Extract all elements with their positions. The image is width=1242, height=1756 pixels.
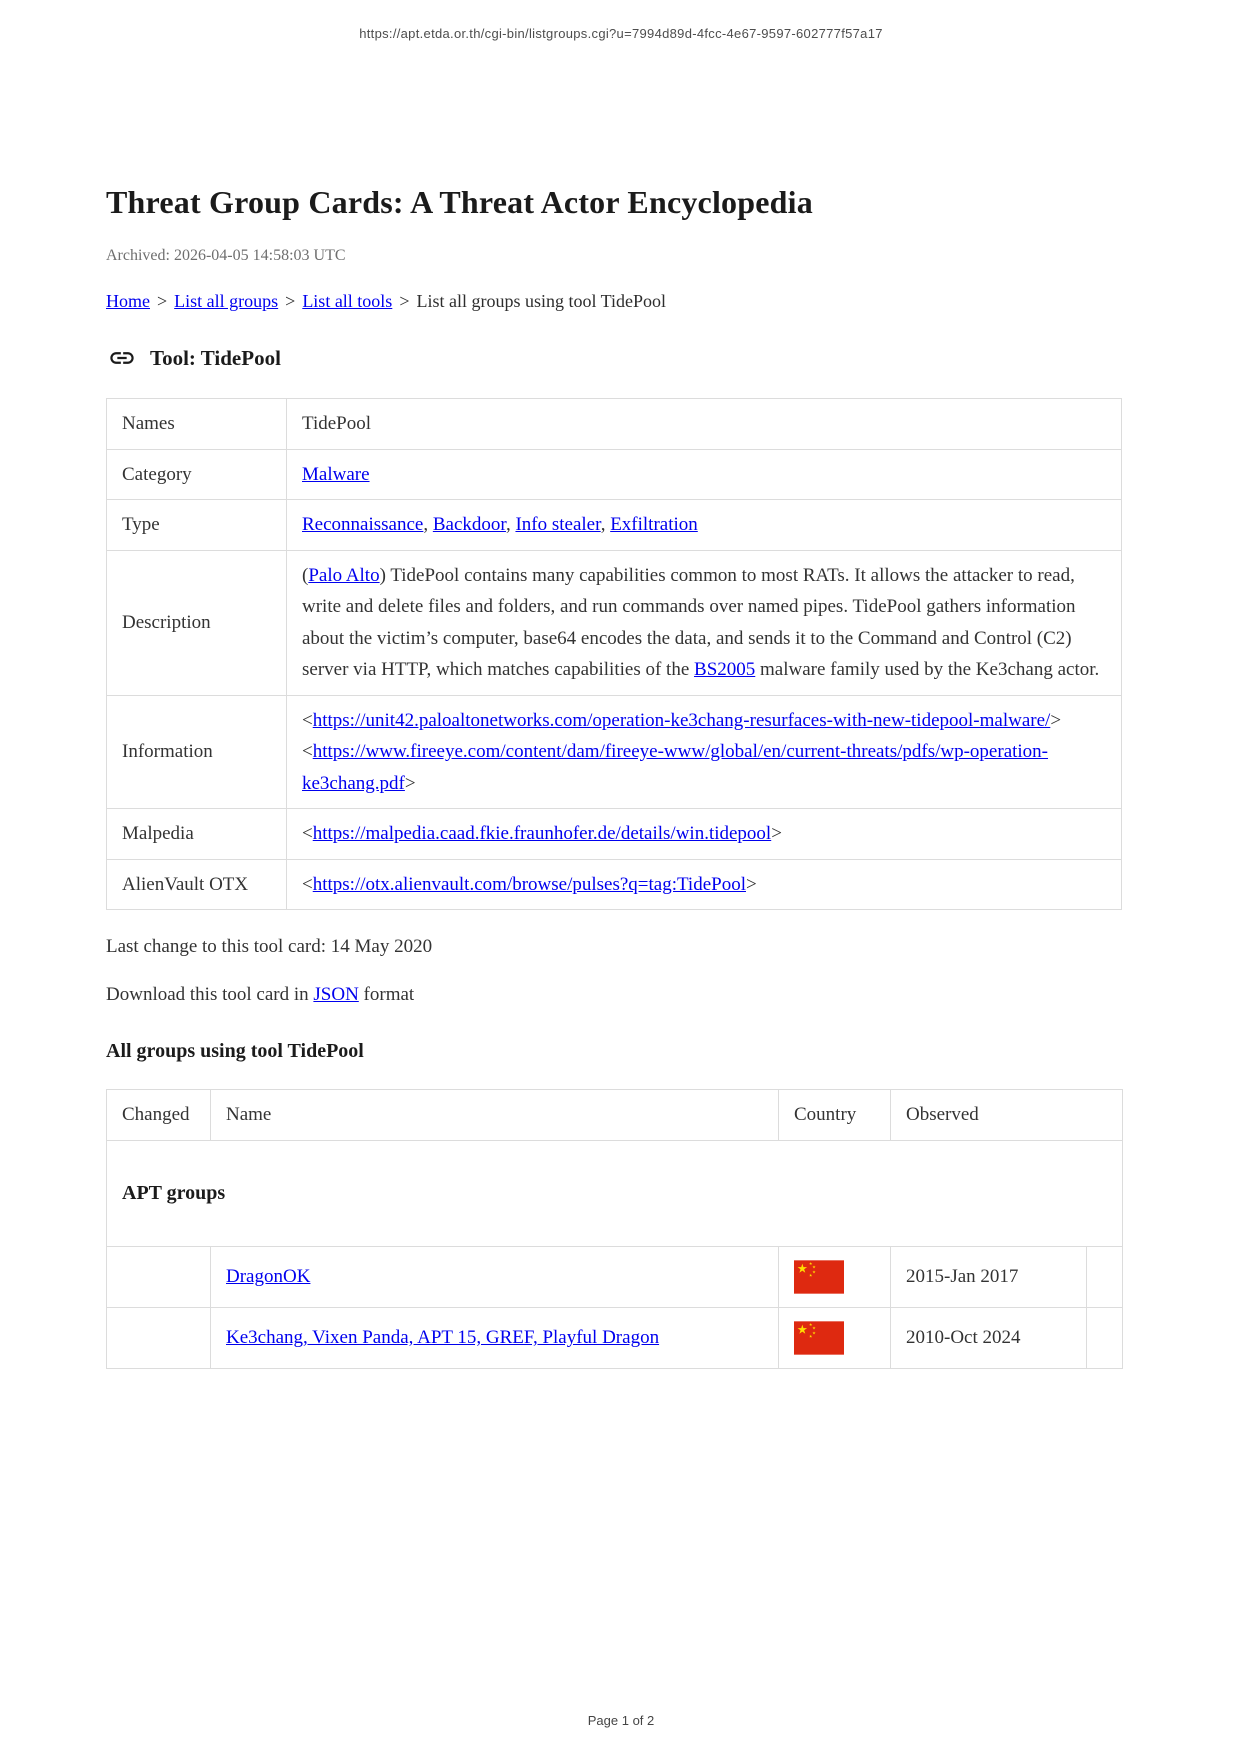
group-observed-cell: 2015-Jan 2017 <box>891 1247 1087 1308</box>
json-download-link[interactable]: JSON <box>313 984 359 1005</box>
palo-alto-link[interactable]: Palo Alto <box>308 564 380 586</box>
angle-open: < <box>302 741 313 762</box>
breadcrumb-separator: > <box>157 291 168 311</box>
breadcrumb-separator: > <box>399 291 410 311</box>
breadcrumb-separator: > <box>285 291 296 311</box>
group-extra-cell <box>1087 1308 1123 1369</box>
information-link-1[interactable]: https://unit42.paloaltonetworks.com/operation-ke3chang-resurfaces-with-new-tidepool-malware/ <box>312 709 1051 731</box>
type-separator: , <box>505 514 516 535</box>
group-changed-cell <box>107 1247 211 1308</box>
breadcrumb-current: List all groups using tool TidePool <box>416 291 667 311</box>
group-extra-cell <box>1087 1247 1123 1308</box>
angle-open: < <box>302 873 313 895</box>
information-entry <box>302 705 1106 737</box>
tool-heading <box>106 344 1122 372</box>
download-suffix: format <box>358 984 415 1005</box>
col-header-observed: Observed <box>891 1090 1123 1141</box>
tool-row-alienvault <box>107 859 1122 910</box>
angle-open: < <box>302 823 313 844</box>
groups-heading: All groups using tool TidePool <box>106 1040 364 1062</box>
category-malware-link[interactable]: Malware <box>302 463 370 485</box>
group-country-cell <box>779 1247 891 1308</box>
download-prefix: Download this tool card in <box>106 984 314 1005</box>
col-header-country: Country <box>779 1090 891 1141</box>
apt-groups-section-row <box>107 1140 1123 1247</box>
page-title: Threat Group Cards: A Threat Actor Encyclopedia <box>106 184 813 220</box>
tool-row-type <box>107 500 1122 551</box>
tool-label-description: Description <box>107 550 287 695</box>
tool-value-names: TidePool <box>287 399 1122 450</box>
tool-row-malpedia <box>107 809 1122 860</box>
information-entry <box>302 736 1106 799</box>
tool-label-alienvault: AlienVault OTX <box>107 859 287 910</box>
angle-close: > <box>745 873 757 895</box>
group-observed-cell: 2010-Oct 2024 <box>891 1308 1087 1369</box>
tool-value-type <box>287 500 1122 551</box>
type-separator: , <box>600 514 611 535</box>
tool-card-table <box>106 398 1122 910</box>
tool-label-category: Category <box>107 449 287 500</box>
group-name-cell <box>211 1308 779 1369</box>
tool-label-type: Type <box>107 500 287 551</box>
groups-header-row <box>107 1090 1123 1141</box>
tool-value-description <box>287 550 1122 695</box>
table-row <box>107 1247 1123 1308</box>
tool-heading-label: Tool: TidePool <box>150 345 281 370</box>
apt-groups-section-label: APT groups <box>107 1140 1123 1247</box>
type-separator: , <box>423 514 433 535</box>
type-info-stealer-link[interactable]: Info stealer <box>515 514 601 535</box>
tool-label-malpedia: Malpedia <box>107 809 287 860</box>
groups-table <box>106 1089 1123 1369</box>
main-content <box>106 0 1122 1369</box>
tool-label-names: Names <box>107 399 287 450</box>
tool-value-information <box>287 695 1122 809</box>
angle-close: > <box>1050 709 1062 731</box>
angle-open: < <box>302 709 313 731</box>
tool-value-alienvault <box>287 859 1122 910</box>
china-flag-icon <box>794 1260 875 1294</box>
type-reconnaissance-link[interactable]: Reconnaissance <box>302 514 424 535</box>
angle-close: > <box>404 772 416 794</box>
bs2005-link[interactable]: BS2005 <box>694 659 756 680</box>
china-flag-icon <box>794 1321 875 1355</box>
group-link-dragonok[interactable]: DragonOK <box>226 1266 311 1288</box>
tool-row-information <box>107 695 1122 809</box>
print-header-url: https://apt.etda.or.th/cgi-bin/listgroups.cgi?u=7994d89d-4fcc-4e67-9597-602777f57a17 <box>359 26 883 41</box>
download-note <box>106 984 1122 1006</box>
tool-label-information: Information <box>107 695 287 809</box>
breadcrumb-link-home[interactable]: Home <box>106 291 150 311</box>
group-link-ke3chang[interactable]: Ke3chang, Vixen Panda, APT 15, GREF, Playful Dragon <box>226 1327 660 1349</box>
angle-close: > <box>771 823 782 844</box>
print-footer-page-number: Page 1 of 2 <box>587 1713 655 1728</box>
alienvault-link[interactable]: https://otx.alienvault.com/browse/pulses?q=tag:TidePool <box>312 873 746 895</box>
type-backdoor-link[interactable]: Backdoor <box>432 514 506 535</box>
description-text-end: malware family used by the Ke3chang actor. <box>755 659 1100 680</box>
col-header-changed: Changed <box>107 1090 211 1141</box>
group-country-cell <box>779 1308 891 1369</box>
link-icon[interactable] <box>106 344 138 372</box>
group-name-cell <box>211 1247 779 1308</box>
tool-value-malpedia <box>287 809 1122 860</box>
information-link-2[interactable]: https://www.fireeye.com/content/dam/fireeye-www/global/en/current-threats/pdfs/wp-operation-ke3chang.pdf <box>302 741 1049 794</box>
type-exfiltration-link[interactable]: Exfiltration <box>610 514 698 535</box>
tool-row-description <box>107 550 1122 695</box>
table-row <box>107 1308 1123 1369</box>
description-text: ) TidePool contains many capabilities common to most RATs. It allows the attacker to read, write and delete files and folders, and run commands over named pipes. TidePool gathers information about the victim’s computer, base64 encodes the data, and sends it to the Command and Control (C2) server via HTTP, which matches capabilities of the <box>302 564 1076 680</box>
breadcrumb-link-list-all-groups[interactable]: List all groups <box>174 291 279 311</box>
description-open-paren: ( <box>302 564 309 586</box>
tool-row-names <box>107 399 1122 450</box>
tool-value-category <box>287 449 1122 500</box>
breadcrumb <box>106 291 1122 312</box>
archived-note: Archived: 2026-04-05 14:58:03 UTC <box>106 247 346 264</box>
group-changed-cell <box>107 1308 211 1369</box>
tool-row-category <box>107 449 1122 500</box>
breadcrumb-link-list-all-tools[interactable]: List all tools <box>302 291 393 311</box>
col-header-name: Name <box>211 1090 779 1141</box>
last-change-note: Last change to this tool card: 14 May 2020 <box>106 936 433 957</box>
malpedia-link[interactable]: https://malpedia.caad.fkie.fraunhofer.de/details/win.tidepool <box>312 823 772 844</box>
